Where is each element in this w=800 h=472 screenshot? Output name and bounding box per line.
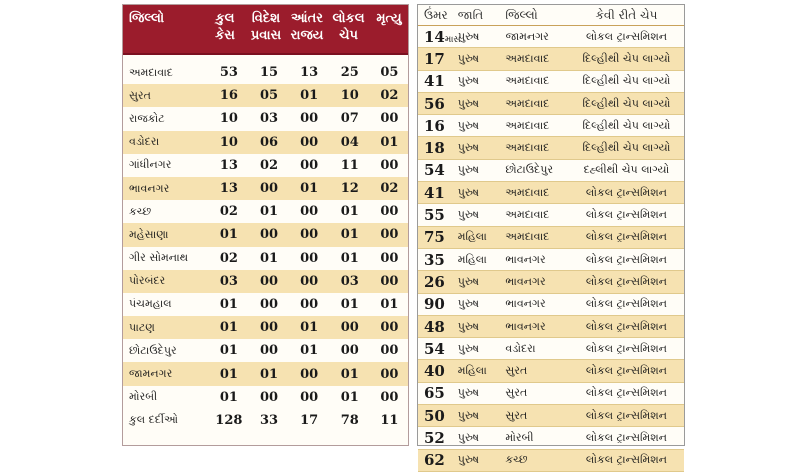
table-row bbox=[418, 71, 684, 93]
foreign-travel-cell: 00 bbox=[259, 320, 279, 336]
district-cell: અમદાવાદ bbox=[129, 65, 173, 79]
deaths-cell: 00 bbox=[380, 273, 399, 289]
local-infection-cell: 10 bbox=[340, 88, 359, 104]
age-value: 35 bbox=[424, 250, 445, 269]
table-row bbox=[418, 204, 684, 226]
total-cases-cell: 53 bbox=[219, 65, 238, 81]
deaths-cell: 00 bbox=[380, 343, 399, 359]
district-cell: મોરબી bbox=[505, 430, 534, 444]
header-total-line1: કુલ bbox=[215, 11, 235, 26]
district-cell: અમદાવાદ bbox=[505, 74, 550, 88]
table-row bbox=[123, 247, 408, 270]
infection-source-cell: લોકલ ટ્રાન્સમિશન bbox=[585, 386, 667, 400]
sex-cell: પુરુષ bbox=[457, 386, 480, 400]
table-row bbox=[418, 450, 684, 472]
age-value: 41 bbox=[424, 183, 445, 202]
age-value: 62 bbox=[424, 451, 445, 470]
foreign-travel-cell: 01 bbox=[259, 204, 279, 220]
sex-cell: પુરુષ bbox=[457, 163, 480, 177]
foreign-travel-cell: 01 bbox=[259, 250, 279, 266]
header-foreign-line1: વિદેશ bbox=[251, 11, 281, 26]
interstate-cell: 00 bbox=[300, 204, 319, 220]
total-cases-cell: 03 bbox=[219, 273, 238, 289]
deaths-cell: 00 bbox=[380, 227, 399, 243]
district-cell: છોટાઉદેપુર bbox=[505, 163, 554, 177]
table-row bbox=[418, 316, 684, 338]
age-value: 18 bbox=[424, 139, 445, 158]
header-district-label: જિલ્લો bbox=[129, 11, 165, 26]
infection-source-cell: લોકલ ટ્રાન્સમિશન bbox=[585, 453, 667, 467]
patient-table-body bbox=[418, 26, 684, 472]
district-cell: ભાવનગર bbox=[505, 252, 546, 266]
header-deaths bbox=[370, 5, 408, 53]
infection-source-cell: દહ્લીથી ચેપ લાગ્યો bbox=[583, 163, 670, 177]
age-cell bbox=[418, 27, 461, 46]
district-cell: જામનગર bbox=[129, 367, 173, 381]
header-sex: જાતિ bbox=[457, 7, 484, 22]
district-cell: અમદાવાદ bbox=[505, 208, 550, 222]
table-row bbox=[418, 271, 684, 293]
district-cell: છોટાઉદેપુર bbox=[129, 343, 177, 357]
age-cell bbox=[418, 318, 458, 336]
district-cell: સુરત bbox=[129, 88, 151, 102]
table-row bbox=[418, 48, 684, 70]
table-row bbox=[123, 223, 408, 246]
interstate-cell: 00 bbox=[300, 389, 319, 405]
table-row bbox=[123, 84, 408, 107]
foreign-travel-cell: 00 bbox=[259, 181, 279, 197]
patient-details-table bbox=[417, 4, 685, 470]
age-value: 90 bbox=[424, 295, 445, 314]
district-table-body bbox=[123, 55, 408, 432]
age-cell bbox=[418, 362, 458, 380]
district-table-header bbox=[123, 5, 408, 55]
local-infection-cell: 01 bbox=[340, 204, 359, 220]
sex-cell: પુરુષ bbox=[457, 96, 480, 110]
district-cell: ભાવનગર bbox=[505, 274, 546, 288]
table-row bbox=[418, 294, 684, 316]
age-value: 56 bbox=[424, 94, 445, 113]
foreign-travel-cell: 03 bbox=[259, 111, 279, 127]
patient-table-header bbox=[418, 5, 684, 26]
district-cell: કુલ દર્દીઓ bbox=[129, 413, 179, 427]
local-infection-cell: 12 bbox=[340, 181, 359, 197]
sex-cell: પુરુષ bbox=[457, 274, 480, 288]
header-local-line2: ચેપ bbox=[339, 28, 358, 43]
local-infection-cell: 11 bbox=[340, 157, 359, 173]
age-value: 17 bbox=[424, 49, 445, 68]
header-infection-source: કેવી રીતે ચેપ bbox=[595, 7, 658, 22]
district-cell: અમદાવાદ bbox=[505, 118, 550, 132]
sex-cell: મહિલા bbox=[457, 364, 487, 378]
sex-cell: પુરુષ bbox=[457, 208, 480, 222]
age-cell bbox=[418, 384, 458, 402]
interstate-cell: 01 bbox=[300, 88, 319, 104]
sex-cell: મહિલા bbox=[457, 230, 487, 244]
foreign-travel-cell: 15 bbox=[259, 65, 279, 81]
foreign-travel-cell: 06 bbox=[259, 134, 279, 150]
infection-source-cell: લોકલ ટ્રાન્સમિશન bbox=[585, 297, 667, 311]
total-cases-cell: 02 bbox=[219, 204, 238, 220]
total-row bbox=[123, 409, 408, 432]
age-cell bbox=[418, 251, 458, 269]
total-cases-cell: 13 bbox=[219, 181, 238, 197]
age-cell bbox=[418, 429, 458, 447]
deaths-cell: 11 bbox=[380, 412, 399, 428]
sex-cell: પુરુષ bbox=[457, 341, 480, 355]
district-cell: જામનગર bbox=[505, 29, 549, 43]
header-local-infection bbox=[327, 5, 370, 53]
table-row bbox=[123, 339, 408, 362]
sex-cell: પુરુષ bbox=[457, 408, 480, 422]
total-cases-cell: 01 bbox=[219, 343, 238, 359]
district-cell: કચ્છ bbox=[505, 453, 528, 467]
total-cases-cell: 13 bbox=[219, 157, 238, 173]
table-row bbox=[123, 293, 408, 316]
foreign-travel-cell: 01 bbox=[259, 366, 279, 382]
infection-source-cell: લોકલ ટ્રાન્સમિશન bbox=[585, 341, 667, 355]
header-interstate-line2: રાજય bbox=[290, 28, 324, 43]
local-infection-cell: 01 bbox=[340, 227, 359, 243]
total-cases-cell: 10 bbox=[219, 111, 238, 127]
sex-cell: પુરુષ bbox=[457, 51, 480, 65]
table-row bbox=[418, 427, 684, 449]
foreign-travel-cell: 00 bbox=[259, 273, 279, 289]
local-infection-cell: 00 bbox=[340, 343, 359, 359]
total-cases-cell: 01 bbox=[219, 227, 238, 243]
district-cell: વડોદરા bbox=[505, 341, 536, 355]
deaths-cell: 00 bbox=[380, 250, 399, 266]
header-interstate-line1: આંતર bbox=[291, 11, 323, 26]
age-value: 41 bbox=[424, 72, 445, 91]
age-value: 16 bbox=[424, 116, 445, 135]
age-value: 48 bbox=[424, 317, 445, 336]
infection-source-cell: લોકલ ટ્રાન્સમિશન bbox=[585, 364, 667, 378]
district-cell: કચ્છ bbox=[129, 204, 152, 218]
foreign-travel-cell: 00 bbox=[259, 389, 279, 405]
foreign-travel-cell: 33 bbox=[259, 412, 279, 428]
table-row bbox=[418, 182, 684, 204]
interstate-cell: 00 bbox=[300, 296, 319, 312]
table-row bbox=[418, 227, 684, 249]
header-interstate bbox=[287, 5, 327, 53]
infection-source-cell: લોકલ ટ્રાન્સમિશન bbox=[585, 430, 667, 444]
table-row bbox=[123, 386, 408, 409]
age-value: 54 bbox=[424, 339, 445, 358]
table-row bbox=[123, 177, 408, 200]
age-value: 52 bbox=[424, 428, 445, 447]
infection-source-cell: દિલ્હીથી ચેપ લાગ્યો bbox=[582, 118, 671, 132]
age-cell bbox=[418, 139, 458, 157]
interstate-cell: 00 bbox=[300, 227, 319, 243]
interstate-cell: 01 bbox=[300, 320, 319, 336]
deaths-cell: 00 bbox=[380, 157, 399, 173]
local-infection-cell: 01 bbox=[340, 296, 359, 312]
interstate-cell: 00 bbox=[300, 273, 319, 289]
age-value: 65 bbox=[424, 384, 445, 403]
interstate-cell: 00 bbox=[300, 250, 319, 266]
table-row bbox=[123, 316, 408, 339]
age-cell bbox=[418, 117, 458, 135]
header-age: ઉંમર bbox=[424, 7, 448, 22]
table-row bbox=[123, 154, 408, 177]
district-cell: ભાવનગર bbox=[129, 181, 170, 195]
district-cell: ભાવનગર bbox=[505, 319, 546, 333]
total-cases-cell: 01 bbox=[219, 296, 238, 312]
table-row bbox=[123, 362, 408, 385]
local-infection-cell: 01 bbox=[340, 250, 359, 266]
age-cell bbox=[418, 206, 458, 224]
local-infection-cell: 01 bbox=[340, 366, 359, 382]
sex-cell: પુરુષ bbox=[457, 185, 480, 199]
foreign-travel-cell: 02 bbox=[259, 157, 279, 173]
local-infection-cell: 01 bbox=[340, 389, 359, 405]
deaths-cell: 02 bbox=[380, 181, 399, 197]
district-cell: અમદાવાદ bbox=[505, 230, 550, 244]
sex-cell: પુરુષ bbox=[457, 141, 480, 155]
age-value: 54 bbox=[424, 161, 445, 180]
deaths-cell: 00 bbox=[380, 204, 399, 220]
deaths-cell: 00 bbox=[380, 366, 399, 382]
table-row bbox=[418, 360, 684, 382]
sex-cell: પુરુષ bbox=[457, 297, 480, 311]
table-row bbox=[418, 160, 684, 182]
age-cell bbox=[418, 72, 458, 90]
deaths-cell: 00 bbox=[380, 111, 399, 127]
total-cases-cell: 01 bbox=[219, 366, 238, 382]
interstate-cell: 00 bbox=[300, 111, 319, 127]
sex-cell: પુરુષ bbox=[457, 319, 480, 333]
district-cell: અમદાવાદ bbox=[505, 96, 550, 110]
infection-source-cell: દિલ્હીથી ચેપ લાગ્યો bbox=[582, 51, 671, 65]
infection-source-cell: લોકલ ટ્રાન્સમિશન bbox=[585, 319, 667, 333]
infection-source-cell: લોકલ ટ્રાન્સમિશન bbox=[585, 408, 667, 422]
district-cell: ગાંધીનગર bbox=[129, 158, 172, 172]
deaths-cell: 02 bbox=[380, 88, 399, 104]
age-cell bbox=[418, 295, 458, 313]
district-cell: ભાવનગર bbox=[505, 297, 546, 311]
total-cases-cell: 128 bbox=[215, 412, 243, 428]
table-row bbox=[418, 26, 684, 48]
district-cell: વડોદરા bbox=[129, 135, 160, 149]
district-cell: પોરબંદર bbox=[129, 274, 166, 288]
total-cases-cell: 01 bbox=[219, 389, 238, 405]
total-cases-cell: 02 bbox=[219, 250, 238, 266]
table-row bbox=[418, 405, 684, 427]
header-total-line2: કેસ bbox=[215, 28, 235, 43]
header-total-cases bbox=[205, 5, 245, 53]
sex-cell: મહિલા bbox=[457, 252, 487, 266]
sex-cell: પુરુષ bbox=[457, 430, 480, 444]
age-cell bbox=[418, 161, 458, 179]
sex-cell: પુરુષ bbox=[457, 118, 480, 132]
interstate-cell: 00 bbox=[300, 134, 319, 150]
deaths-cell: 05 bbox=[380, 65, 399, 81]
district-cell: રાજકોટ bbox=[129, 111, 165, 125]
infection-source-cell: દિલ્હીથી ચેપ લાગ્યો bbox=[582, 74, 671, 88]
age-value: 55 bbox=[424, 206, 445, 225]
table-row bbox=[123, 107, 408, 130]
district-cell: સુરત bbox=[505, 408, 528, 422]
interstate-cell: 00 bbox=[300, 366, 319, 382]
header-foreign-travel bbox=[245, 5, 287, 53]
foreign-travel-cell: 00 bbox=[259, 227, 279, 243]
infection-source-cell: લોકલ ટ્રાન્સમિશન bbox=[585, 252, 667, 266]
age-cell bbox=[418, 184, 458, 202]
interstate-cell: 17 bbox=[300, 412, 319, 428]
deaths-cell: 00 bbox=[380, 320, 399, 336]
district-cell: અમદાવાદ bbox=[505, 141, 550, 155]
sex-cell: પુરુષ bbox=[457, 453, 480, 467]
deaths-cell: 01 bbox=[380, 296, 399, 312]
infection-source-cell: લોકલ ટ્રાન્સમિશન bbox=[585, 29, 668, 43]
header-patient-district: જિલ્લો bbox=[505, 7, 538, 22]
table-row bbox=[123, 200, 408, 223]
interstate-cell: 00 bbox=[300, 157, 319, 173]
table-row bbox=[123, 131, 408, 154]
foreign-travel-cell: 00 bbox=[259, 296, 279, 312]
district-summary-table bbox=[122, 4, 409, 446]
age-cell bbox=[418, 451, 458, 469]
age-value: 26 bbox=[424, 272, 445, 291]
total-cases-cell: 16 bbox=[219, 88, 238, 104]
district-cell: પાટણ bbox=[129, 320, 155, 334]
age-unit: માસ bbox=[444, 34, 461, 45]
header-foreign-line2: પ્રવાસ bbox=[250, 28, 282, 43]
age-cell bbox=[418, 50, 458, 68]
district-cell: મહેસાણા bbox=[129, 227, 169, 241]
local-infection-cell: 25 bbox=[340, 65, 359, 81]
table-row bbox=[123, 270, 408, 293]
age-value: 40 bbox=[424, 362, 445, 381]
infection-source-cell: લોકલ ટ્રાન્સમિશન bbox=[585, 274, 667, 288]
table-row bbox=[418, 383, 684, 405]
total-cases-cell: 10 bbox=[219, 134, 238, 150]
deaths-cell: 00 bbox=[380, 389, 399, 405]
district-cell: સુરત bbox=[505, 364, 528, 378]
district-cell: અમદાવાદ bbox=[505, 185, 550, 199]
interstate-cell: 01 bbox=[300, 181, 319, 197]
district-cell: અમદાવાદ bbox=[505, 51, 550, 65]
age-cell bbox=[418, 228, 458, 246]
local-infection-cell: 03 bbox=[340, 273, 359, 289]
table-row bbox=[123, 61, 408, 84]
infection-source-cell: દિલ્હીથી ચેપ લાગ્યો bbox=[582, 141, 671, 155]
table-row bbox=[418, 249, 684, 271]
deaths-cell: 01 bbox=[380, 134, 399, 150]
local-infection-cell: 04 bbox=[340, 134, 359, 150]
district-cell: ગીર સોમનાથ bbox=[129, 251, 189, 265]
foreign-travel-cell: 00 bbox=[259, 343, 279, 359]
infection-source-cell: લોકલ ટ્રાન્સમિશન bbox=[585, 230, 667, 244]
district-cell: સુરત bbox=[505, 386, 528, 400]
age-value: 14 bbox=[424, 27, 445, 46]
table-row bbox=[418, 338, 684, 360]
age-cell bbox=[418, 273, 458, 291]
age-value: 50 bbox=[424, 406, 445, 425]
interstate-cell: 13 bbox=[300, 65, 319, 81]
total-cases-cell: 01 bbox=[219, 320, 238, 336]
header-death-line1: મૃત્યુ bbox=[376, 11, 402, 26]
age-cell bbox=[418, 95, 458, 113]
interstate-cell: 01 bbox=[300, 343, 319, 359]
age-value: 75 bbox=[424, 228, 445, 247]
sex-cell: પુરુષ bbox=[457, 74, 480, 88]
local-infection-cell: 78 bbox=[340, 412, 359, 428]
sex-cell: પુરુષ bbox=[458, 29, 480, 43]
age-cell bbox=[418, 340, 458, 358]
local-infection-cell: 00 bbox=[340, 320, 359, 336]
infection-source-cell: લોકલ ટ્રાન્સમિશન bbox=[585, 185, 667, 199]
local-infection-cell: 07 bbox=[340, 111, 359, 127]
infection-source-cell: લોકલ ટ્રાન્સમિશન bbox=[585, 208, 667, 222]
district-cell: મોરબી bbox=[129, 390, 158, 404]
foreign-travel-cell: 05 bbox=[259, 88, 279, 104]
district-cell: પંચમહાલ bbox=[129, 297, 172, 311]
table-row bbox=[418, 137, 684, 159]
header-local-line1: લોકલ bbox=[332, 11, 365, 26]
table-row bbox=[418, 93, 684, 115]
infection-source-cell: દિલ્હીથી ચેપ લાગ્યો bbox=[582, 96, 671, 110]
table-row bbox=[418, 115, 684, 137]
header-district bbox=[123, 5, 205, 53]
age-cell bbox=[418, 407, 458, 425]
